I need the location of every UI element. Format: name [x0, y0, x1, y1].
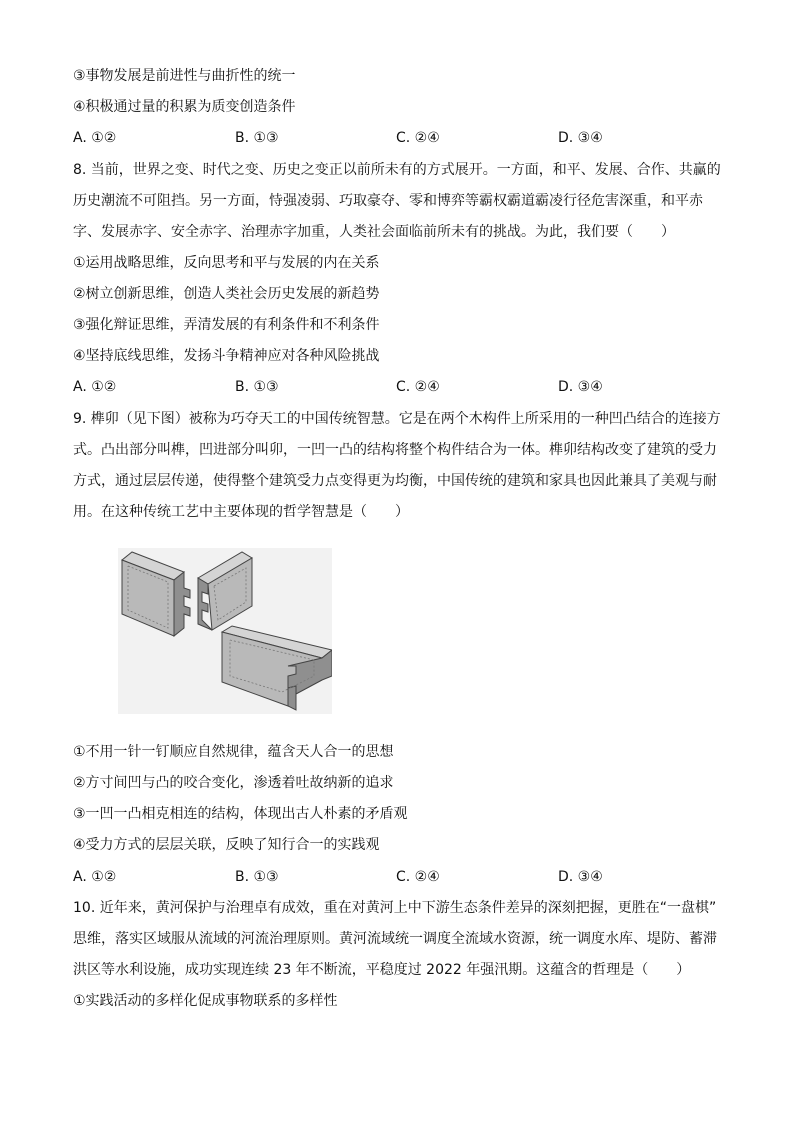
q8-statement-3: ③强化辩证思维，弄清发展的有利条件和不利条件: [73, 317, 380, 333]
q7-statement-3: ③事物发展是前进性与曲折性的统一: [73, 68, 296, 84]
q9-option-b: B. ①③: [235, 869, 279, 885]
q8-options: [73, 377, 733, 397]
q8-option-c: C. ②④: [396, 379, 440, 395]
mortise-tenon-figure: [118, 548, 332, 714]
q8-option-b: B. ①③: [235, 379, 279, 395]
q9-stem-line-4: 用。在这种传统工艺中主要体现的哲学智慧是（ ）: [73, 504, 409, 520]
q9-stem-line-1: 9. 榫卯（见下图）被称为巧夺天工的中国传统智慧。它是在两个木构件上所采用的一种凹凸结合的连接方: [73, 411, 721, 427]
q9-option-c: C. ②④: [396, 869, 440, 885]
q9-option-a: A. ①②: [73, 869, 117, 885]
q8-option-d: D. ③④: [558, 379, 603, 395]
q9-options: [73, 867, 733, 887]
q10-stem-line-2: 思维，落实区域服从流域的河流治理原则。黄河流域统一调度全流域水资源，统一调度水库、堤防、蓄滞: [73, 931, 717, 947]
q9-stem-line-2: 式。凸出部分叫榫，凹进部分叫卯，一凹一凸的结构将整个构件结合为一体。榫卯结构改变了建筑的受力: [73, 442, 717, 458]
q10-statement-1: ①实践活动的多样化促成事物联系的多样性: [73, 993, 338, 1009]
q9-statement-3: ③一凹一凸相克相连的结构，体现出古人朴素的矛盾观: [73, 806, 408, 822]
q7-options: [73, 128, 733, 148]
q8-statement-4: ④坚持底线思维，发扬斗争精神应对各种风险挑战: [73, 348, 380, 364]
q10-stem-line-3: 洪区等水利设施，成功实现连续 23 年不断流，平稳度过 2022 年强汛期。这蕴含的哲理是（ ）: [73, 962, 691, 978]
q7-option-a: A. ①②: [73, 130, 117, 146]
q8-stem-line-1: 8. 当前，世界之变、时代之变、历史之变正以前所未有的方式展开。一方面，和平、发展、合作、共赢的: [73, 162, 721, 178]
q7-option-b: B. ①③: [235, 130, 279, 146]
q7-option-c: C. ②④: [396, 130, 440, 146]
q8-option-a: A. ①②: [73, 379, 117, 395]
q9-stem-line-3: 方式，通过层层传递，使得整个建筑受力点变得更为均衡，中国传统的建筑和家具也因此兼具了美观与耐: [73, 473, 717, 489]
q9-statement-2: ②方寸间凹与凸的咬合变化，渗透着吐故纳新的追求: [73, 775, 394, 791]
q9-option-d: D. ③④: [558, 869, 603, 885]
q10-stem-line-1: 10. 近年来，黄河保护与治理卓有成效，重在对黄河上中下游生态条件差异的深刻把握，更胜在“一盘棋”: [73, 900, 717, 916]
q7-statement-4: ④积极通过量的积累为质变创造条件: [73, 99, 296, 115]
q8-stem-line-2: 历史潮流不可阻挡。另一方面，恃强凌弱、巧取豪夺、零和博弈等霸权霸道霸凌行径危害深重，和平赤: [73, 193, 703, 209]
q8-statement-1: ①运用战略思维，反向思考和平与发展的内在关系: [73, 255, 380, 271]
q7-option-d: D. ③④: [558, 130, 603, 146]
q8-stem-line-3: 字、发展赤字、安全赤字、治理赤字加重，人类社会面临前所未有的挑战。为此，我们要（ ）: [73, 224, 675, 240]
q8-statement-2: ②树立创新思维，创造人类社会历史发展的新趋势: [73, 286, 380, 302]
q9-statement-4: ④受力方式的层层关联，反映了知行合一的实践观: [73, 837, 380, 853]
q9-statement-1: ①不用一针一钉顺应自然规律，蕴含天人合一的思想: [73, 744, 394, 760]
